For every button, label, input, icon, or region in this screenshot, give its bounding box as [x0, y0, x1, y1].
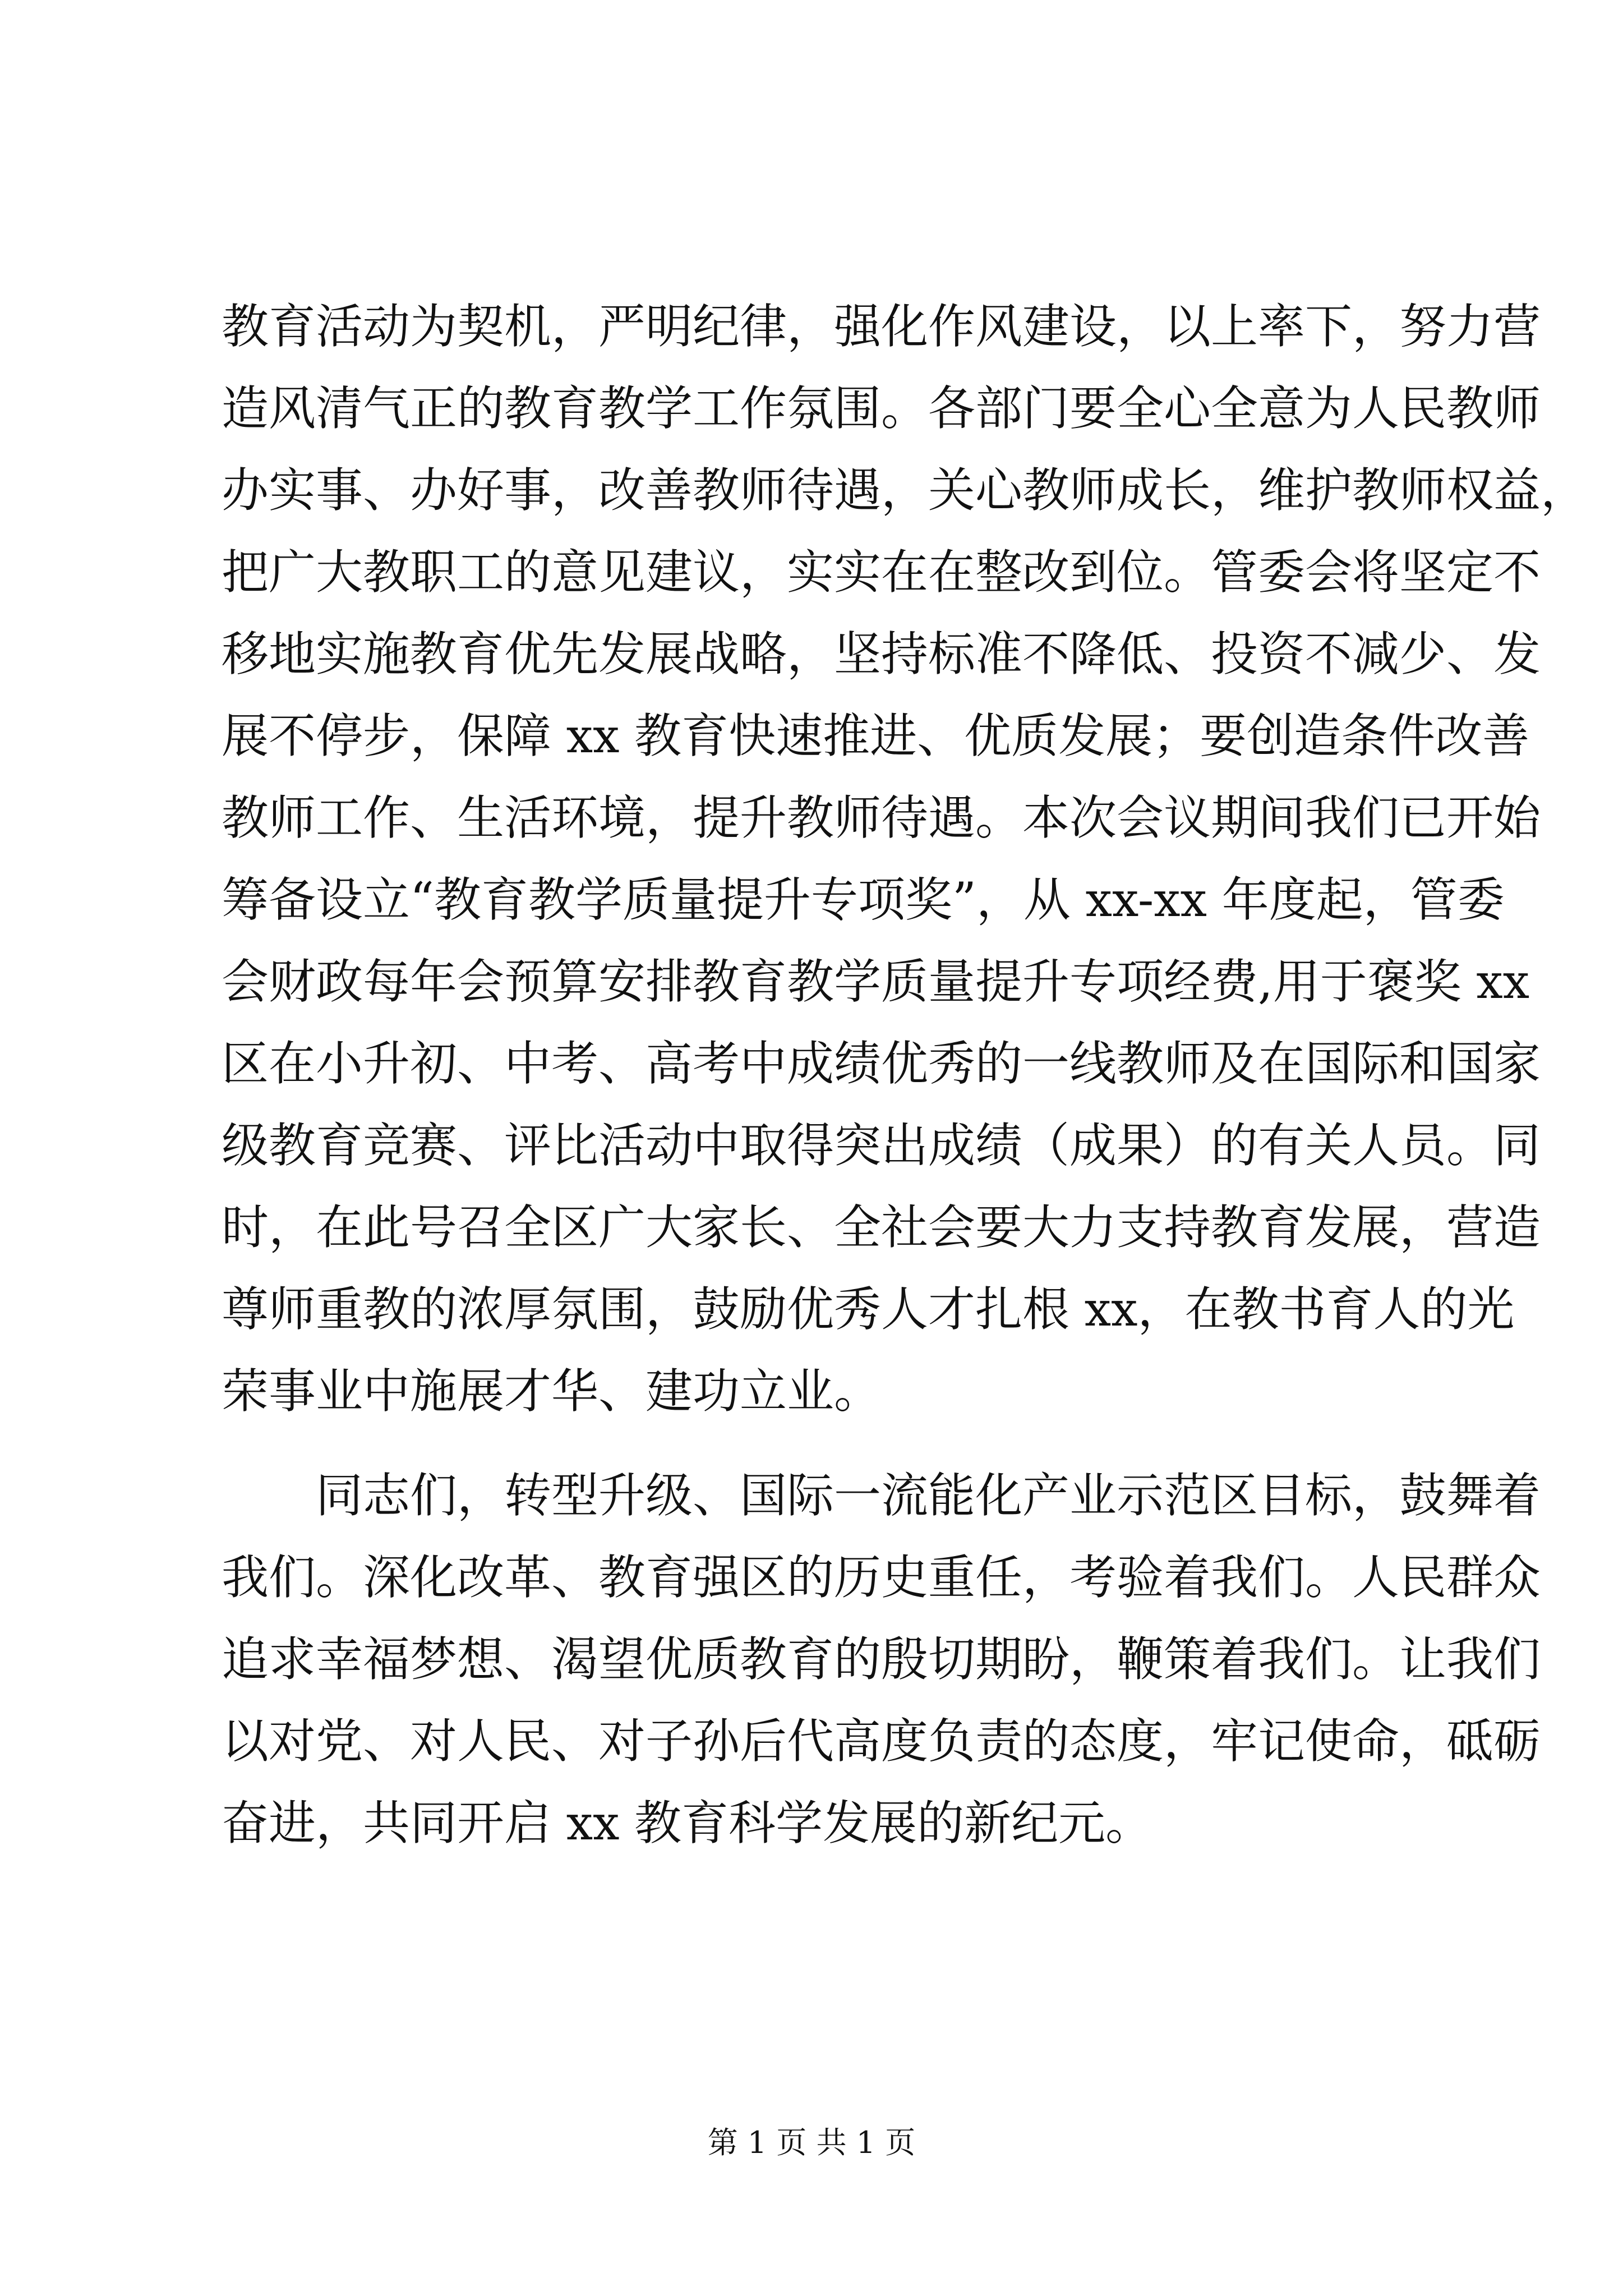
text-line: 尊师重教的浓厚氛围，鼓励优秀人才扎根 xx，在教书育人的光	[222, 1282, 1515, 1337]
text-line: 区在小升初、中考、高考中成绩优秀的一线教师及在国际和国家	[222, 1036, 1541, 1091]
page-footer: 第 1 页 共 1 页	[707, 2125, 916, 2160]
text-line: 办实事、办好事，改善教师待遇，关心教师成长，维护教师权益，	[222, 463, 1588, 518]
text-line: 级教育竞赛、评比活动中取得突出成绩（成果）的有关人员。同	[222, 1118, 1541, 1173]
text-line: 会财政每年会预算安排教育教学质量提升专项经费,用于褒奖 xx	[222, 954, 1530, 1009]
text-line: 以对党、对人民、对子孙后代高度负责的态度，牢记使命，砥砺	[222, 1714, 1541, 1769]
document-body	[222, 296, 1588, 1874]
text-line: 奋进，共同开启 xx 教育科学发展的新纪元。	[222, 1796, 1153, 1851]
text-line: 展不停步，保障 xx 教育快速推进、优质发展；要创造条件改善	[222, 708, 1530, 763]
text-line: 移地实施教育优先发展战略，坚持标准不降低、投资不减少、发	[222, 627, 1541, 682]
text-line: 造风清气正的教育教学工作氛围。各部门要全心全意为人民教师	[222, 381, 1541, 436]
text-line: 教师工作、生活环境，提升教师待遇。本次会议期间我们已开始	[222, 790, 1541, 845]
text-line: 荣事业中施展才华、建功立业。	[222, 1364, 882, 1419]
text-line: 追求幸福梦想、渴望优质教育的殷切期盼，鞭策着我们。让我们	[222, 1632, 1541, 1687]
text-line: 筹备设立“教育教学质量提升专项奖”，从 xx-xx 年度起，管委	[222, 872, 1505, 927]
text-line: 教育活动为契机，严明纪律，强化作风建设，以上率下，努力营	[222, 299, 1541, 354]
text-line: 时，在此号召全区广大家长、全社会要大力支持教育发展，营造	[222, 1200, 1541, 1255]
paragraph-gap	[222, 1442, 1414, 1465]
text-line: 把广大教职工的意见建议，实实在在整改到位。管委会将坚定不	[222, 545, 1541, 600]
text-line: 我们。深化改革、教育强区的历史重任，考验着我们。人民群众	[222, 1550, 1541, 1605]
text-line: 同志们，转型升级、国际一流能化产业示范区目标，鼓舞着	[222, 1468, 1541, 1523]
